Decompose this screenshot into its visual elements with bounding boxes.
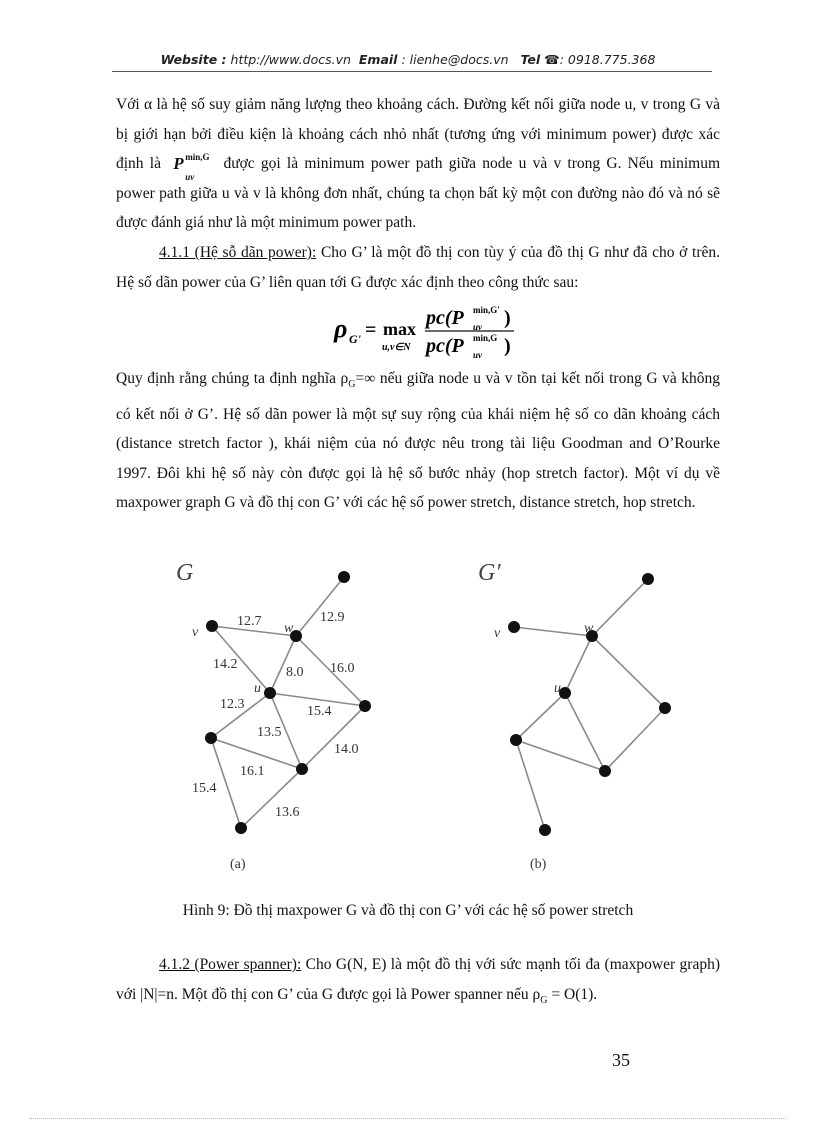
graph-b-title: G′ bbox=[478, 560, 501, 586]
node-b-bottom bbox=[539, 824, 551, 836]
website-label: Website : bbox=[160, 52, 227, 67]
edge-b-right-mid bbox=[605, 708, 665, 771]
section-4-1-2-text-a: Cho G(N, E) là một đồ thị với sức mạnh tối đa (maxpower graph) với |N|=n. Một đồ thị con G’ của G được gọi là Power spanner nếu bbox=[116, 956, 720, 1003]
section-4-1-2-heading: 4.1.2 (Power spanner): bbox=[159, 956, 302, 973]
node-b-right bbox=[659, 702, 671, 714]
node-b-top bbox=[642, 573, 654, 585]
power-path-symbol bbox=[173, 151, 211, 182]
section-4-1-2 bbox=[116, 950, 720, 1015]
edge-weight-label: 13.6 bbox=[275, 805, 300, 820]
formula-num-prefix: pc(P bbox=[426, 307, 464, 329]
edge-weight-label: 8.0 bbox=[286, 665, 304, 680]
section-4-1-2-rho-sub: G bbox=[540, 994, 548, 1006]
formula-num-sup: min,G' bbox=[473, 305, 500, 315]
graph-a-node-u: u bbox=[254, 681, 261, 696]
graph-b-nodes bbox=[508, 573, 671, 836]
edge-b-u-left bbox=[516, 693, 565, 740]
graph-b bbox=[514, 579, 665, 830]
paragraph-2-sub: G bbox=[348, 379, 356, 391]
node-b-v bbox=[508, 621, 520, 633]
page-header bbox=[0, 52, 816, 67]
edge-weight-label: 16.0 bbox=[330, 661, 355, 676]
formula-svg bbox=[0, 300, 816, 362]
formula-rho: ρ bbox=[334, 314, 348, 343]
page-number: 35 bbox=[612, 1050, 630, 1070]
paragraph-2-text-b: =∞ nếu giữa node u và v tồn tại kết nối trong G và không có kết nối ở G’. Hệ số dãn power là một sự suy rộng của khái niệm hệ số co dãn khoảng cách (distance stretch factor ), khái niệm của nó được nêu trong tài liệu Goodman and O’Rourke 1997. Đôi khi hệ số này còn được gọi là hệ số bước nhảy (hop stretch factor). Một ví dụ về maxpower graph G và đồ thị con G’ với các hệ số power stretch, distance stretch, hop stretch. bbox=[116, 370, 720, 512]
formula-den-prefix: pc(P bbox=[426, 335, 464, 357]
formula-den-suffix: ) bbox=[504, 335, 511, 357]
bottom-border bbox=[30, 1118, 786, 1119]
figure-9 bbox=[160, 548, 700, 883]
graph-b-node-w: w bbox=[584, 621, 594, 636]
paragraph-2-text-a: Quy định rằng chúng ta định nghĩa ρ bbox=[116, 370, 349, 387]
graph-a-panel-label: (a) bbox=[230, 857, 246, 872]
email-value[interactable]: : lienhe@docs.vn bbox=[401, 52, 509, 67]
phone-icon: ☎ bbox=[544, 52, 560, 67]
paragraph-2 bbox=[116, 364, 720, 518]
node-a-top bbox=[338, 571, 350, 583]
formula-equals: = bbox=[365, 319, 377, 341]
header-rule bbox=[112, 71, 712, 72]
node-b-mid bbox=[599, 765, 611, 777]
website-url[interactable]: http://www.docs.vn bbox=[230, 52, 351, 67]
edge-weight-label: 12.3 bbox=[220, 697, 245, 712]
formula-max-sub: u,v∈N bbox=[382, 342, 411, 353]
email-label: Email bbox=[358, 52, 398, 67]
symbol-base: P bbox=[173, 154, 184, 173]
graph-a-node-w: w bbox=[284, 621, 294, 636]
tel-label: Tel bbox=[520, 52, 541, 67]
edge-weight-label: 14.0 bbox=[334, 742, 359, 757]
edge-weight-label: 14.2 bbox=[213, 657, 238, 672]
formula-den-sup: min,G bbox=[473, 333, 498, 343]
formula-num-sub: uv bbox=[473, 322, 482, 332]
formula-den-sub: uv bbox=[473, 350, 482, 360]
section-4-1-2-text-b: = O(1). bbox=[551, 985, 598, 1003]
graph-a-node-v: v bbox=[192, 625, 199, 640]
edge-b-w-u bbox=[565, 636, 592, 693]
graph-b-node-v: v bbox=[494, 626, 501, 641]
edge-b-w-right bbox=[592, 636, 665, 708]
node-b-left bbox=[510, 734, 522, 746]
section-4-1-1 bbox=[116, 238, 720, 297]
formula-rho-sub: G' bbox=[349, 332, 361, 346]
node-a-bottom bbox=[235, 822, 247, 834]
paragraph-1-text-a: Với α là hệ số suy giảm năng lượng theo khoảng cách. Đường kết nối giữa node u, v trong G và bị giới hạn bởi điều kiện là khoảng cách nhỏ nhất (tương ứng với minimum power) được xác định là bbox=[116, 96, 720, 172]
edge-weight-label: 13.5 bbox=[257, 725, 282, 740]
edge-b-v-w bbox=[514, 627, 592, 636]
section-4-1-2-rho: ρ bbox=[532, 985, 541, 1003]
edge-w-top bbox=[296, 577, 344, 636]
symbol-sub: uv bbox=[185, 172, 195, 182]
tel-value: : 0918.775.368 bbox=[559, 52, 656, 67]
paragraph-1 bbox=[116, 90, 720, 238]
edge-weight-label: 12.9 bbox=[320, 610, 345, 625]
graph-b-node-u: u bbox=[554, 681, 561, 696]
edge-weight-label: 15.4 bbox=[192, 781, 217, 796]
graph-figure-svg bbox=[160, 548, 700, 878]
edge-weight-label: 15.4 bbox=[307, 704, 332, 719]
graph-b-panel-label: (b) bbox=[530, 857, 547, 872]
graph-a-labels bbox=[176, 560, 359, 872]
edge-weight-label: 12.7 bbox=[237, 614, 262, 629]
node-a-right bbox=[359, 700, 371, 712]
paragraph-1-text-b: được gọi là minimum power path giữa node u và v trong G. Nếu minimum power path giữa u và v là không đơn nhất, chúng ta chọn bất kỳ một con đường nào đó và nó sẽ được đánh giá như là một minimum power path. bbox=[116, 155, 721, 231]
node-a-u bbox=[264, 687, 276, 699]
edge-weight-label: 16.1 bbox=[240, 764, 265, 779]
edge-b-w-top bbox=[592, 579, 648, 636]
figure-caption: Hình 9: Đồ thị maxpower G và đồ thị con G’ với các hệ số power stretch bbox=[182, 902, 634, 919]
symbol-sup: min,G bbox=[185, 152, 210, 162]
section-4-1-1-heading: 4.1.1 (Hệ sỗ dãn power): bbox=[159, 244, 317, 261]
formula-num-suffix: ) bbox=[504, 307, 511, 329]
node-a-left bbox=[205, 732, 217, 744]
node-a-mid bbox=[296, 763, 308, 775]
stretch-formula bbox=[0, 300, 816, 362]
edge-b-left-bottom bbox=[516, 740, 545, 830]
section-4-1-1-text: Cho G’ là một đồ thị con tùy ý của đồ thị G như đã cho ở trên. Hệ số dãn power của G’ liên quan tới G được xác định theo công thức sau: bbox=[116, 244, 721, 291]
formula-max: max bbox=[383, 319, 416, 339]
node-a-v bbox=[206, 620, 218, 632]
graph-a-title: G bbox=[176, 560, 194, 586]
